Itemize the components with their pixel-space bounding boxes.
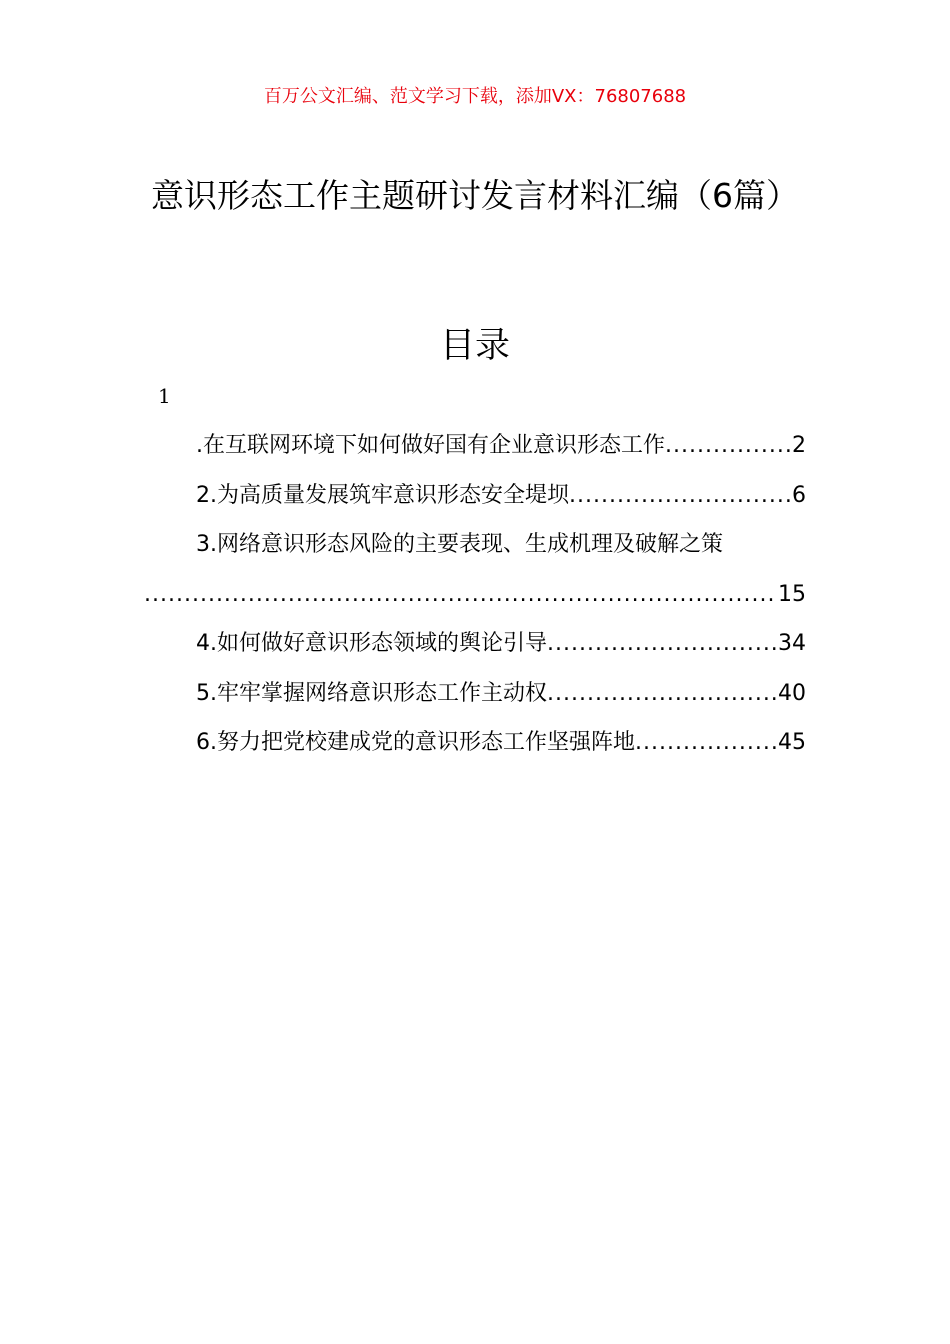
toc-entry-label: 5.牢牢掌握网络意识形态工作主动权: [196, 680, 547, 706]
toc-entry-page: 45: [778, 730, 806, 755]
toc-entry-1[interactable]: [144, 421, 806, 471]
toc-leader-dots: [635, 718, 776, 768]
toc-entry-page: 15: [778, 581, 806, 607]
header-banner: 百万公文汇编、范文学习下载，添加VX：76807688: [263, 86, 687, 107]
toc-entry-5[interactable]: [144, 669, 806, 719]
toc-entry-page: 2: [792, 433, 806, 458]
toc-heading: 目录: [439, 326, 510, 366]
toc-entry-label: .在互联网环境下如何做好国有企业意识形态工作: [196, 433, 665, 458]
toc-entry-label: 2.为高质量发展筑牢意识形态安全堤坝: [196, 482, 569, 508]
toc-entry-page: 34: [778, 631, 806, 656]
toc-entry-page: 6: [792, 482, 806, 508]
table-of-contents: [144, 421, 806, 768]
toc-entry-2[interactable]: [144, 471, 806, 521]
toc-leader-dots: [547, 619, 776, 669]
toc-entry-4[interactable]: [144, 619, 806, 669]
document-title: 意识形态工作主题研讨发言材料汇编（6篇）: [151, 176, 799, 215]
toc-leader-dots: [144, 570, 776, 620]
toc-leader-dots: [665, 421, 790, 471]
toc-leader-dots: [569, 471, 790, 521]
page-marker: 1: [158, 384, 171, 408]
toc-entry-label: 4.如何做好意识形态领域的舆论引导: [196, 631, 547, 656]
toc-entry-page: 40: [778, 680, 806, 706]
toc-entry-label: 3.网络意识形态风险的主要表现、生成机理及破解之策: [196, 532, 723, 557]
toc-entry-3[interactable]: [144, 520, 806, 619]
toc-leader-dots: [547, 669, 776, 719]
toc-entry-label: 6.努力把党校建成党的意识形态工作坚强阵地: [196, 730, 635, 755]
toc-entry-6[interactable]: [144, 718, 806, 768]
